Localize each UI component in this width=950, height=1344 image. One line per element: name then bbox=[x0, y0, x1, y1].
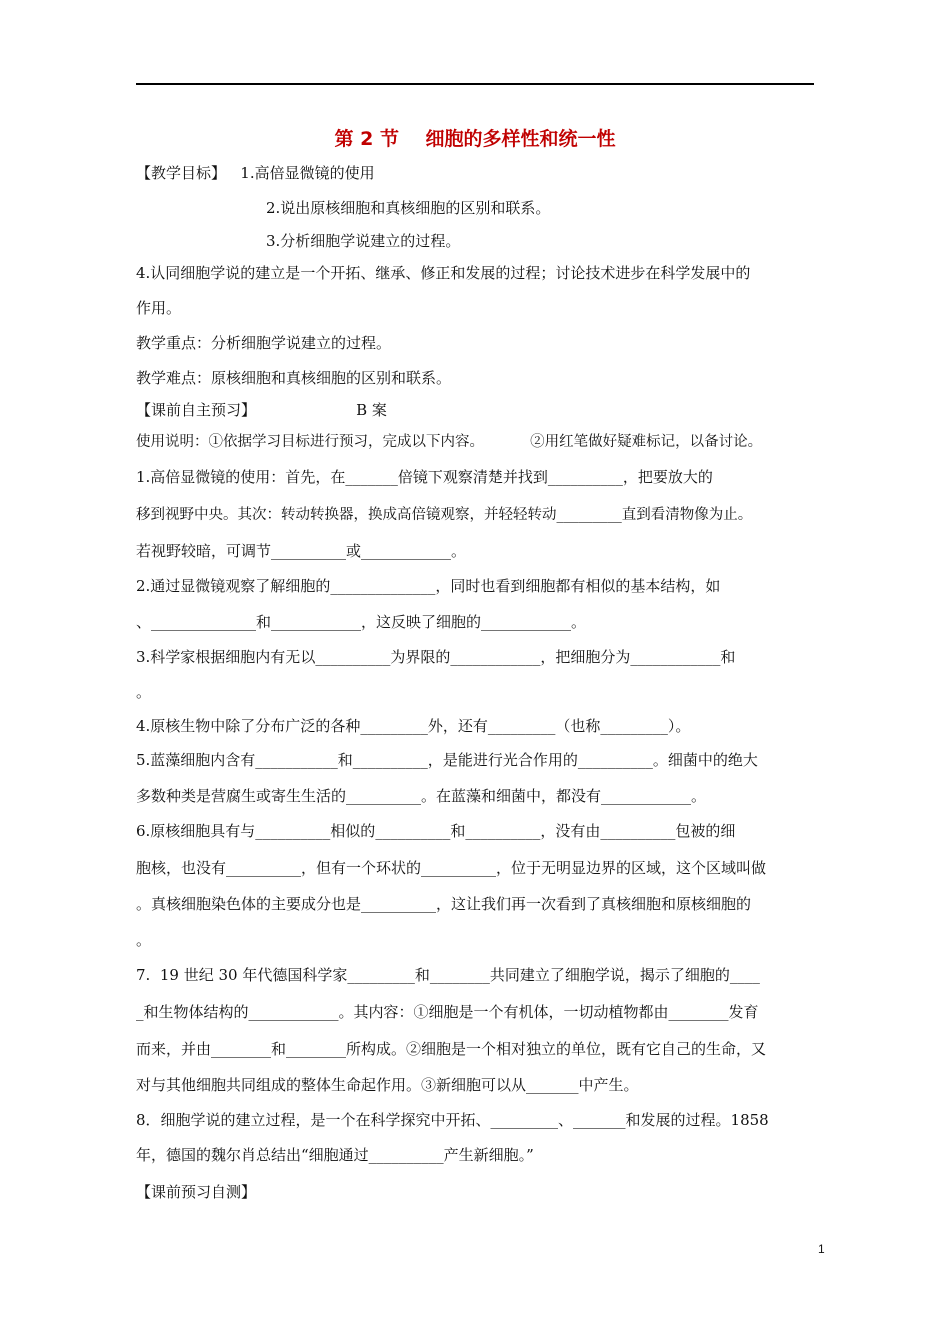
text-line: 。 bbox=[136, 931, 152, 949]
text-line: 2.说出原核细胞和真核细胞的区别和联系。 bbox=[266, 199, 551, 217]
text-line: 年，德国的魏尔肖总结出“细胞通过__________产生新细胞。” bbox=[136, 1146, 534, 1164]
page-number: 1 bbox=[818, 1242, 825, 1256]
section-heading: 【课前自主预习】 B 案 bbox=[136, 401, 387, 419]
text-line: 作用。 bbox=[136, 299, 182, 317]
text-line: 【教学目标】 1.高倍显微镜的使用 bbox=[136, 164, 375, 182]
text-line: 而来，并由________和________所构成。②细胞是一个相对独立的单位，既有它自己的生命，又 bbox=[136, 1040, 767, 1058]
text-line: 若视野较暗，可调节__________或____________。 bbox=[136, 542, 467, 560]
text-line: 8．细胞学说的建立过程，是一个在科学探究中开拓、_________、_______和发展的过程。1858 bbox=[136, 1111, 769, 1129]
text-line: 4.认同细胞学说的建立是一个开拓、继承、修正和发展的过程；讨论技术进步在科学发展中的 bbox=[136, 264, 751, 282]
page-title: 第 2 节 细胞的多样性和统一性 bbox=[334, 128, 616, 150]
text-line: 使用说明：①依据学习目标进行预习，完成以下内容。 ②用红笔做好疑难标记，以备讨论。 bbox=[136, 434, 763, 450]
text-line: 胞核，也没有__________，但有一个环状的__________，位于无明显边界的区域，这个区域叫做 bbox=[136, 859, 767, 877]
text-line: 3.科学家根据细胞内有无以__________为界限的____________，把细胞分为____________和 bbox=[136, 648, 736, 666]
text-line: 5.蓝藻细胞内含有___________和__________，是能进行光合作用的__________。细菌中的绝大 bbox=[136, 751, 758, 769]
text-line: 4.原核生物中除了分布广泛的各种_________外，还有_________（也称_________）。 bbox=[136, 717, 691, 735]
section-heading: 【课前预习自测】 bbox=[136, 1183, 257, 1201]
text-line: 3.分析细胞学说建立的过程。 bbox=[266, 232, 461, 250]
text-line: 1.高倍显微镜的使用：首先，在_______倍镜下观察清楚并找到__________，把要放大的 bbox=[136, 468, 713, 486]
text-line: _和生物体结构的____________。其内容：①细胞是一个有机体，一切动植物都由________发育 bbox=[136, 1003, 759, 1021]
text-line: 对与其他细胞共同组成的整体生命起作用。③新细胞可以从_______中产生。 bbox=[136, 1076, 639, 1094]
text-line: 。 bbox=[136, 683, 152, 701]
text-line: 多数种类是营腐生或寄生生活的__________。在蓝藻和细菌中，都没有____________。 bbox=[136, 787, 707, 805]
text-line: 、______________和____________，这反映了细胞的____________。 bbox=[136, 613, 587, 631]
text-line: 。真核细胞染色体的主要成分也是__________，这让我们再一次看到了真核细胞和原核细胞的 bbox=[136, 895, 752, 913]
text-line: 2.通过显微镜观察了解细胞的______________，同时也看到细胞都有相似的基本结构，如 bbox=[136, 577, 721, 595]
text-line: 6.原核细胞具有与__________相似的__________和__________，没有由__________包被的细 bbox=[136, 822, 736, 840]
header-rule bbox=[136, 83, 814, 85]
text-line: 教学重点：分析细胞学说建立的过程。 bbox=[136, 334, 392, 352]
text-line: 教学难点：原核细胞和真核细胞的区别和联系。 bbox=[136, 369, 452, 387]
text-line: 移到视野中央。其次：转动转换器，换成高倍镜观察，并轻轻转动_________直到看清物像为止。 bbox=[136, 507, 753, 523]
text-line: 7. 19 世纪 30 年代德国科学家_________和________共同建立了细胞学说，揭示了细胞的____ bbox=[136, 966, 760, 984]
